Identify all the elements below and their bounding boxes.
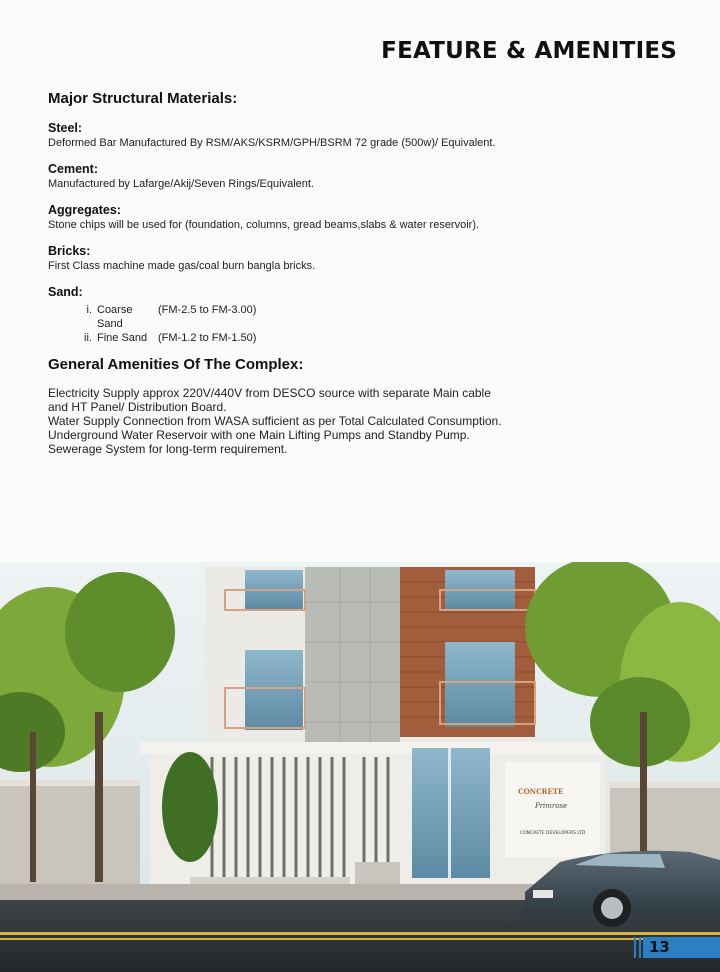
material-text: Manufactured by Lafarge/Akij/Seven Rings/Equivalent. xyxy=(48,178,314,190)
page-number-stripe xyxy=(634,937,636,958)
sand-row-range: (FM-1.2 to FM-1.50) xyxy=(158,332,257,344)
amenities-list xyxy=(48,386,508,456)
material-cement xyxy=(48,162,608,191)
page-number: 13 xyxy=(643,937,720,958)
material-steel xyxy=(48,121,608,150)
sand-row-name: Coarse Sand xyxy=(97,304,133,330)
sand-row-number: i. xyxy=(86,304,92,316)
amenity-line: Underground Water Reservoir with one Main Lifting Pumps and Standby Pump. xyxy=(48,428,470,442)
sand-row-range: (FM-2.5 to FM-3.00) xyxy=(158,304,257,316)
sand-row-number: ii. xyxy=(84,332,92,344)
sign-project-text: Primrose xyxy=(535,802,568,810)
sign-brand-text: CONCRETE xyxy=(518,787,564,796)
material-label: Cement: xyxy=(48,162,99,176)
material-text: Stone chips will be used for (foundation, columns, gread beams,slabs & water reservoir). xyxy=(48,219,480,231)
material-text: Deformed Bar Manufactured By RSM/AKS/KSRM/GPH/BSRM 72 grade (500w)/ Equivalent. xyxy=(48,137,496,149)
material-bricks xyxy=(48,244,608,273)
material-label: Bricks: xyxy=(48,244,91,258)
page-title: FEATURE & AMENITIES xyxy=(381,38,677,64)
sand-list xyxy=(48,303,256,345)
amenity-line: and HT Panel/ Distribution Board. xyxy=(48,400,227,414)
sand-row xyxy=(48,331,256,345)
sand-row xyxy=(48,303,256,331)
material-aggregates xyxy=(48,203,608,232)
sand-row-name: Fine Sand xyxy=(97,332,148,344)
materials-list xyxy=(48,121,608,312)
amenity-line: Sewerage System for long-term requirement. xyxy=(48,442,288,456)
sign-developer-text: CONCRETE DEVELOPERS LTD. xyxy=(520,831,587,836)
building-illustration xyxy=(0,562,720,972)
material-sand xyxy=(48,285,608,300)
amenity-line: Water Supply Connection from WASA sufficient as per Total Calculated Consumption. xyxy=(48,414,502,428)
amenities-heading: General Amenities Of The Complex: xyxy=(48,356,304,373)
material-label: Sand: xyxy=(48,285,83,299)
materials-heading: Major Structural Materials: xyxy=(48,90,238,107)
material-label: Steel: xyxy=(48,121,83,135)
material-label: Aggregates: xyxy=(48,203,121,217)
page-number-stripe xyxy=(639,937,641,958)
amenity-line: Electricity Supply approx 220V/440V from DESCO source with separate Main cable xyxy=(48,386,491,400)
material-text: First Class machine made gas/coal burn bangla bricks. xyxy=(48,260,316,272)
